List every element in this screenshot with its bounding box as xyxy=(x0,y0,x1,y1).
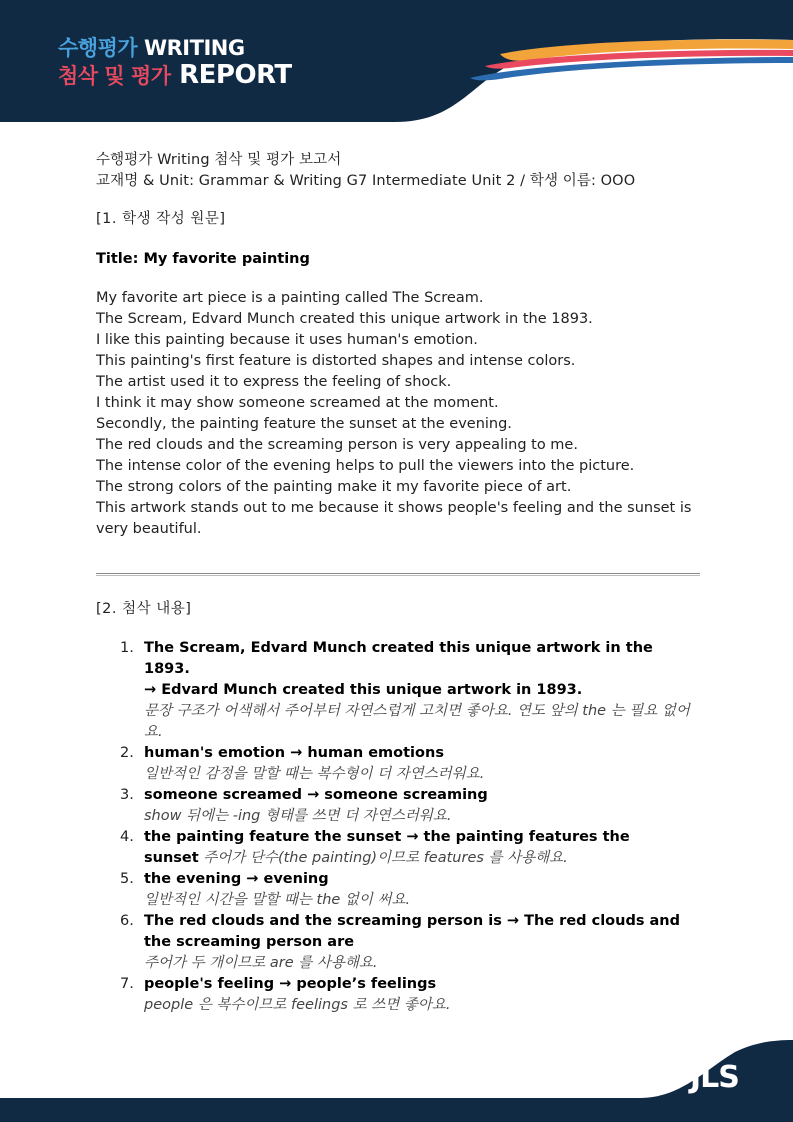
jls-logo: JLS xyxy=(690,1060,739,1095)
report-title: 수행평가 Writing 첨삭 및 평가 보고서 xyxy=(96,152,342,168)
essay-line: I think it may show someone screamed at the moment. xyxy=(96,395,499,411)
essay-title: Title: My favorite painting xyxy=(96,251,310,267)
correction-original: human's emotion → human emotions xyxy=(144,745,444,761)
brand-title xyxy=(58,38,292,88)
section2-label: [2. 첨삭 내용] xyxy=(96,601,192,617)
brand-line2-ko: 첨삭 및 평가 xyxy=(58,64,171,88)
correction-item xyxy=(96,974,700,1016)
correction-item xyxy=(96,785,700,827)
correction-number: 6. xyxy=(120,913,134,929)
essay-line: This artwork stands out to me because it shows people's feeling and the sunset is very beautiful. xyxy=(96,500,692,537)
correction-number: 5. xyxy=(120,871,134,887)
correction-number: 7. xyxy=(120,976,134,992)
correction-number: 2. xyxy=(120,745,134,761)
essay-line: The red clouds and the screaming person is very appealing to me. xyxy=(96,437,578,453)
brand-line1-en: WRITING xyxy=(143,36,245,60)
essay-text xyxy=(96,288,700,540)
correction-original: The red clouds and the screaming person is → The red clouds and the screaming person are xyxy=(144,913,680,950)
corrections-list xyxy=(96,638,700,1016)
correction-original: the painting feature the sunset → the painting features the xyxy=(144,829,630,845)
correction-original: The Scream, Edvard Munch created this unique artwork in the 1893. xyxy=(144,640,653,677)
section1-label: [1. 학생 작성 원문] xyxy=(96,211,226,227)
correction-original-cont: sunset xyxy=(144,850,199,866)
correction-original: people's feeling → people’s feelings xyxy=(144,976,437,992)
essay-line: The artist used it to express the feeling of shock. xyxy=(96,374,452,390)
essay-line: My favorite art piece is a painting called The Scream. xyxy=(96,290,484,306)
essay-line: Secondly, the painting feature the sunset at the evening. xyxy=(96,416,512,432)
essay-line: I like this painting because it uses human's emotion. xyxy=(96,332,478,348)
brand-line2-en: REPORT xyxy=(179,60,292,90)
report-body xyxy=(96,150,700,1016)
report-info: 교재명 & Unit: Grammar & Writing G7 Intermediate Unit 2 / 학생 이름: OOO xyxy=(96,173,636,189)
correction-original: the evening → evening xyxy=(144,871,329,887)
essay-line: The strong colors of the painting make it my favorite piece of art. xyxy=(96,479,572,495)
correction-corrected: → Edvard Munch created this unique artwork in 1893. xyxy=(144,682,583,698)
correction-note: 주어가 단수(the painting)이므로 features 를 사용해요. xyxy=(203,850,568,866)
report-footer xyxy=(0,1030,793,1122)
correction-note: 주어가 두 개이므로 are 를 사용해요. xyxy=(144,955,378,971)
correction-number: 3. xyxy=(120,787,134,803)
essay-line: This painting's first feature is distorted shapes and intense colors. xyxy=(96,353,576,369)
correction-item xyxy=(96,743,700,785)
brand-line1-ko: 수행평가 xyxy=(58,36,138,60)
section-divider xyxy=(96,573,700,576)
correction-note: 일반적인 시간을 말할 때는 the 없이 써요. xyxy=(144,892,411,908)
correction-item xyxy=(96,827,700,869)
essay-line: The Scream, Edvard Munch created this unique artwork in the 1893. xyxy=(96,311,593,327)
correction-note: show 뒤에는 -ing 형태를 쓰면 더 자연스러워요. xyxy=(144,808,452,824)
correction-note: people 은 복수이므로 feelings 로 쓰면 좋아요. xyxy=(144,997,451,1013)
correction-note: 문장 구조가 어색해서 주어부터 자연스럽게 고치면 좋아요. 연도 앞의 the 는 필요 없어요. xyxy=(144,703,690,740)
correction-original: someone screamed → someone screaming xyxy=(144,787,488,803)
correction-number: 1. xyxy=(120,640,134,656)
correction-number: 4. xyxy=(120,829,134,845)
correction-item xyxy=(96,638,700,743)
footer-background xyxy=(0,1030,793,1122)
essay-line: The intense color of the evening helps to pull the viewers into the picture. xyxy=(96,458,635,474)
correction-item xyxy=(96,911,700,974)
report-header xyxy=(0,0,793,122)
correction-note: 일반적인 감정을 말할 때는 복수형이 더 자연스러워요. xyxy=(144,766,485,782)
correction-item xyxy=(96,869,700,911)
